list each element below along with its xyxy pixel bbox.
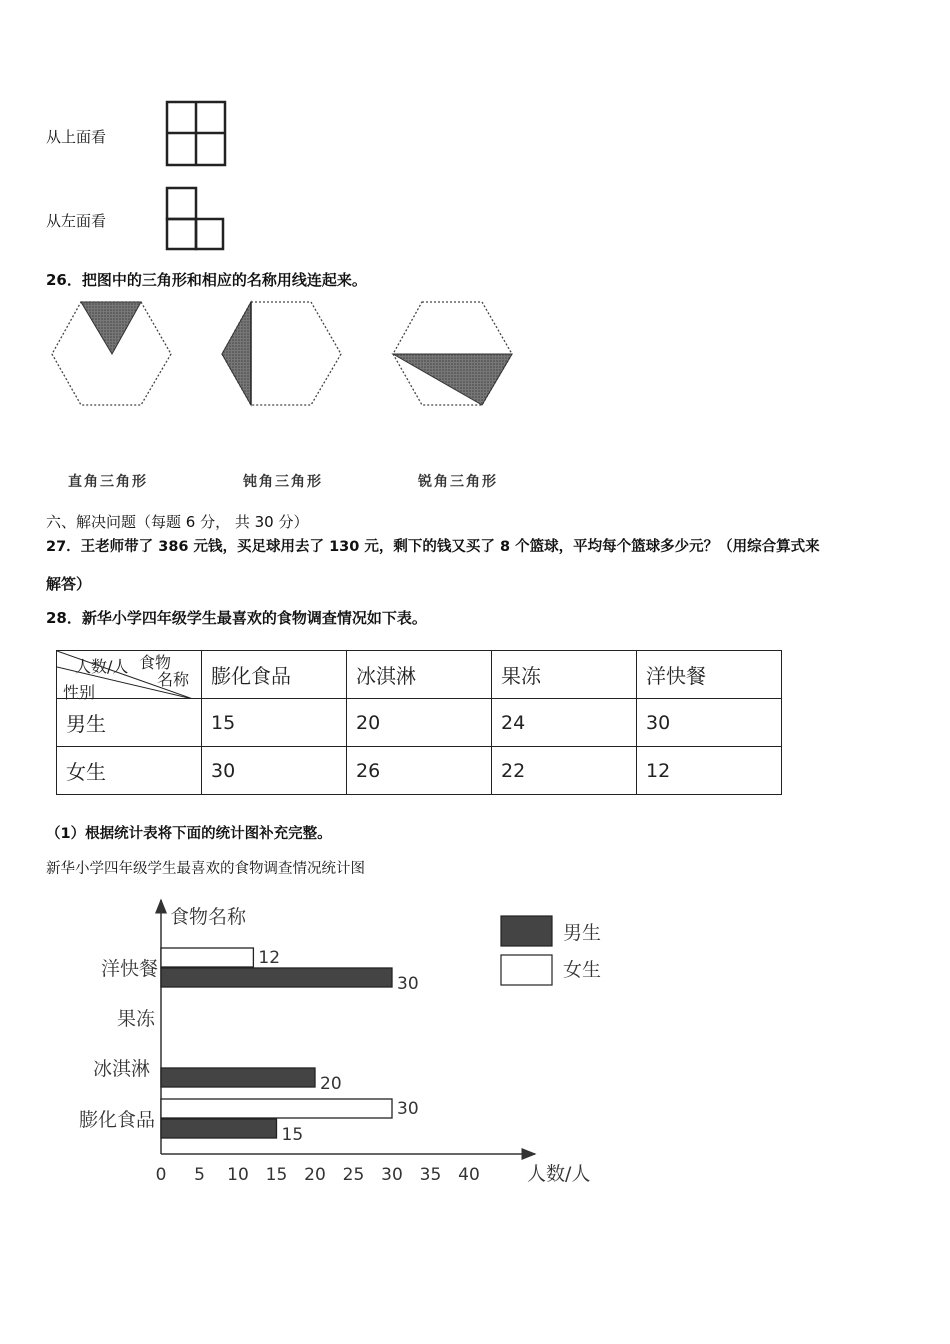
bar-value-label: 12 <box>258 948 281 968</box>
bar-value-label: 30 <box>397 974 419 994</box>
category-label: 洋快餐 <box>100 958 158 980</box>
sub-question-1: （1）根据统计表将下面的统计图补充完整。 <box>46 826 332 842</box>
question-27-line-2: 解答） <box>46 575 92 593</box>
bar-value-label: 30 <box>397 1099 419 1119</box>
bar-boys <box>161 1068 315 1087</box>
x-tick-label: 35 <box>419 1165 442 1185</box>
table-cell: 30 <box>637 699 782 747</box>
table-header-row <box>57 651 782 699</box>
bar-girls <box>161 1099 392 1118</box>
food-survey-table <box>56 650 782 795</box>
table-cell: 12 <box>637 747 782 795</box>
top-view-figure <box>162 100 228 168</box>
question-26: 26．把图中的三角形和相应的名称用线连起来。 <box>46 271 367 289</box>
legend-swatch-boys <box>501 916 552 946</box>
bar-value-label: 20 <box>320 1074 342 1094</box>
view-from-left-label: 从左面看 <box>46 212 107 230</box>
table-cell: 15 <box>202 699 347 747</box>
row-label: 男生 <box>57 699 202 747</box>
col-header: 膨化食品 <box>202 651 347 699</box>
table-cell: 30 <box>202 747 347 795</box>
table-corner-cell <box>57 651 202 702</box>
x-tick-label: 30 <box>381 1165 403 1185</box>
bar-value-label: 15 <box>281 1125 304 1145</box>
hexagon-3 <box>393 302 512 405</box>
table-row <box>57 699 782 747</box>
category-label: 冰淇淋 <box>92 1058 150 1080</box>
col-header: 果冻 <box>492 651 637 699</box>
bar-boys <box>161 1119 277 1138</box>
legend-label-girls: 女生 <box>563 959 602 981</box>
food-bar-chart <box>0 890 650 1200</box>
table-cell: 22 <box>492 747 637 795</box>
table-cell: 26 <box>347 747 492 795</box>
table-cell: 20 <box>347 699 492 747</box>
legend-label-boys: 男生 <box>563 922 602 944</box>
corner-food: 食物 <box>139 653 172 672</box>
x-axis-label: 人数/人 <box>527 1163 591 1185</box>
name-obtuse-triangle: 钝角三角形 <box>243 474 323 490</box>
bar-girls <box>161 948 253 967</box>
col-header: 冰淇淋 <box>347 651 492 699</box>
x-tick-label: 25 <box>342 1165 365 1185</box>
col-header: 洋快餐 <box>637 651 782 699</box>
name-right-triangle: 直角三角形 <box>68 474 148 490</box>
x-tick-label: 40 <box>458 1165 480 1185</box>
corner-count: 人数/人 <box>75 657 129 676</box>
table-row <box>57 747 782 795</box>
row-label: 女生 <box>57 747 202 795</box>
x-tick-label: 20 <box>304 1165 326 1185</box>
hexagon-1 <box>52 302 171 405</box>
x-tick-label: 5 <box>194 1165 205 1185</box>
chart-heading: 新华小学四年级学生最喜欢的食物调查情况统计图 <box>46 861 365 877</box>
legend-swatch-girls <box>501 955 552 985</box>
corner-name: 名称 <box>157 670 190 689</box>
view-from-top-label: 从上面看 <box>46 128 107 146</box>
table-cell: 24 <box>492 699 637 747</box>
section-6-heading: 六、解决问题（每题 6 分， 共 30 分） <box>46 513 309 531</box>
corner-gender: 性别 <box>63 683 96 702</box>
hexagon-triangles-figure <box>50 300 530 410</box>
x-tick-label: 15 <box>265 1165 288 1185</box>
x-tick-label: 0 <box>155 1165 167 1185</box>
x-tick-label: 10 <box>227 1165 249 1185</box>
category-label: 果冻 <box>116 1008 155 1030</box>
hexagon-2 <box>222 302 341 405</box>
question-27-line-1: 27．王老师带了 386 元钱，买足球用去了 130 元，剩下的钱又买了 8 个篮球，平均每个篮球多少元？（用综合算式来 <box>46 539 820 555</box>
y-axis-label: 食物名称 <box>170 906 247 928</box>
left-view-figure <box>162 185 228 253</box>
bar-boys <box>161 968 392 987</box>
name-acute-triangle: 锐角三角形 <box>418 474 498 490</box>
category-label: 膨化食品 <box>78 1109 155 1131</box>
question-28: 28．新华小学四年级学生最喜欢的食物调查情况如下表。 <box>46 609 427 627</box>
